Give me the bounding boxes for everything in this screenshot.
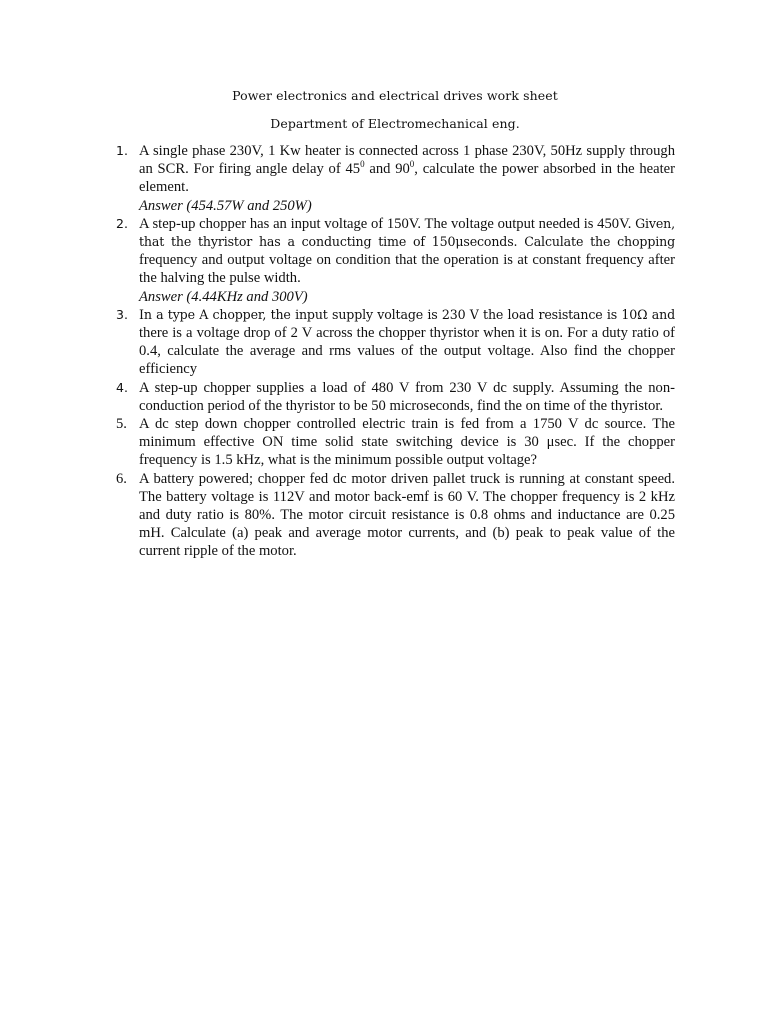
department-subtitle: Department of Electromechanical eng. (270, 116, 520, 131)
question-text: A step-up chopper has an input voltage of 150V. The voltage output needed is 450V. Given, that the thyristor has a conducting time of 150μseconds. Calculate the chopping frequency and output voltage on condition that the operation is at constant frequency after the halving the pulse width. (139, 215, 675, 287)
question-number: 1. (116, 143, 128, 158)
question-5 (112, 415, 675, 470)
answer-text: Answer (454.57W and 250W) (139, 197, 312, 214)
question-list (112, 142, 675, 561)
question-number: 3. (116, 306, 128, 322)
question-number: 4. (116, 379, 128, 395)
question-6 (112, 470, 675, 561)
question-text: In a type A chopper, the input supply voltage is 230 V the load resistance is 10Ω and there is a voltage drop of 2 V across the chopper thyristor when it is on. For a duty ratio of 0.4, calculate the average and rms values of the output voltage. Also find the chopper efficiency (139, 306, 675, 378)
question-text: A dc step down chopper controlled electric train is fed from a 1750 V dc source. The minimum effective ON time solid state switching device is 30 μsec. If the chopper frequency is 1.5 kHz, what is the minimum possible output voltage? (139, 416, 675, 469)
question-3 (112, 306, 675, 379)
question-1 (112, 142, 675, 215)
question-number: 2. (116, 215, 128, 231)
question-number: 5. (116, 416, 127, 433)
question-2 (112, 215, 675, 306)
question-number: 6. (116, 470, 127, 487)
question-4 (112, 379, 675, 415)
question-text: A step-up chopper supplies a load of 480 V from 230 V dc supply. Assuming the non-conduction period of the thyristor to be 50 microseconds, find the on time of the thyristor. (139, 379, 675, 414)
question-text: A battery powered; chopper fed dc motor driven pallet truck is running at constant speed. The battery voltage is 112V and motor back-emf is 60 V. The chopper frequency is 2 kHz and duty ratio is 80%. The motor circuit resistance is 0.8 ohms and inductance are 0.25 mH. Calculate (a) peak and average motor currents, and (b) peak to peak value of the current ripple of the motor. (139, 470, 675, 560)
page-title: Power electronics and electrical drives work sheet (232, 88, 558, 103)
answer-text: Answer (4.44KHz and 300V) (139, 288, 308, 305)
question-text: A single phase 230V, 1 Kw heater is connected across 1 phase 230V, 50Hz supply through an SCR. For firing angle delay of $45^0$ and $90^0$, calculate the power absorbed in the heater element. (139, 143, 676, 196)
